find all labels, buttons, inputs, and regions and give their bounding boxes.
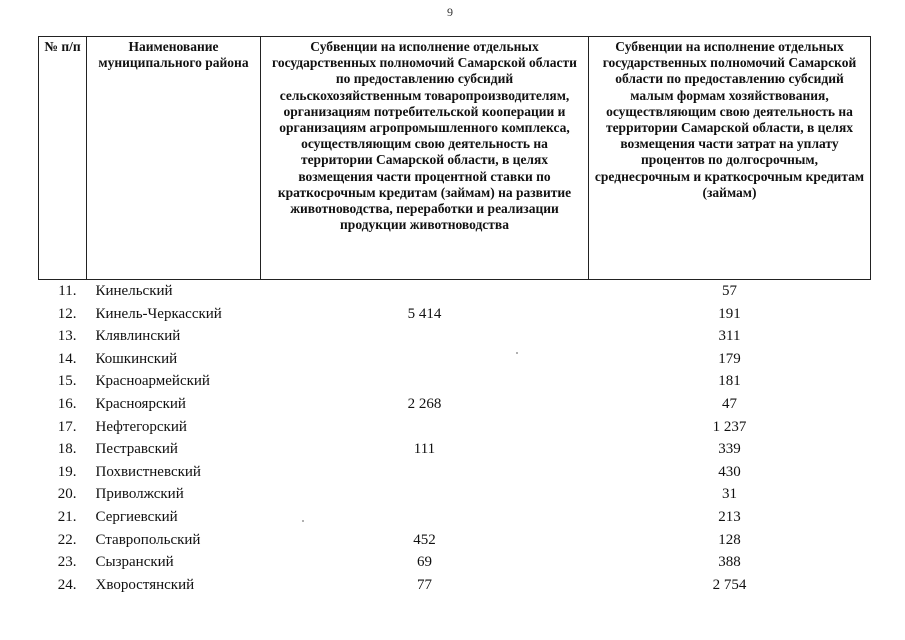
table-row bbox=[39, 416, 871, 439]
subvention-livestock-value: 69 bbox=[417, 554, 432, 571]
subvention-small-business-value: 191 bbox=[718, 305, 741, 322]
table-row bbox=[39, 370, 871, 393]
district-name: Кинельский bbox=[95, 283, 173, 299]
subvention-small-business-value: 181 bbox=[718, 373, 741, 390]
district-name: Сергиевский bbox=[95, 508, 178, 525]
row-number: 22. bbox=[57, 531, 77, 548]
table-row bbox=[39, 529, 871, 552]
subvention-livestock-value: 111 bbox=[413, 441, 436, 458]
subvention-livestock-value bbox=[261, 280, 589, 303]
subvention-small-business-value: 57 bbox=[722, 283, 737, 299]
district-name: Сызранский bbox=[95, 554, 174, 571]
district-name: Клявлинский bbox=[95, 328, 181, 345]
subvention-small-business-value: 430 bbox=[718, 463, 741, 480]
header-district-name: Наименование муниципального района bbox=[87, 37, 261, 280]
subvention-livestock-value bbox=[261, 348, 589, 371]
subvention-livestock-value bbox=[261, 416, 589, 439]
row-number: 23. bbox=[57, 554, 77, 571]
table-row bbox=[39, 303, 871, 326]
table-row bbox=[39, 483, 871, 506]
table-row bbox=[39, 506, 871, 529]
subventions-table bbox=[38, 36, 871, 596]
district-name: Похвистневский bbox=[95, 463, 201, 480]
district-name: Кинель-Черкасский bbox=[95, 305, 222, 322]
subvention-livestock-value: 452 bbox=[413, 531, 436, 548]
subvention-livestock-value bbox=[261, 461, 589, 484]
row-number: 16. bbox=[57, 395, 77, 412]
table-body bbox=[39, 280, 871, 597]
table-row bbox=[39, 461, 871, 484]
district-name: Пестравский bbox=[95, 441, 178, 458]
subvention-livestock-value: 5 414 bbox=[407, 305, 442, 322]
header-subvention-small-business: Субвенции на исполнение отдельных государственных полномочий Самарской области по предоставлению субсидий малым формам хозяйствования, осуществляющим свою деятельность на территории Самарской области, в целях возмещения части затрат на уплату процентов по долгосрочным, среднесрочным и краткосрочным кредитам (займам) bbox=[589, 37, 871, 280]
district-name: Хворостянский bbox=[95, 576, 195, 593]
row-number: 19. bbox=[57, 463, 77, 480]
row-number: 14. bbox=[57, 350, 77, 367]
subvention-small-business-value: 47 bbox=[722, 395, 737, 412]
subvention-small-business-value: 388 bbox=[718, 554, 741, 571]
subvention-livestock-value: 77 bbox=[417, 576, 432, 593]
table-row bbox=[39, 574, 871, 597]
row-number: 17. bbox=[57, 418, 77, 435]
row-number: 13. bbox=[57, 328, 77, 345]
scan-speck bbox=[516, 352, 518, 354]
district-name: Ставропольский bbox=[95, 531, 201, 548]
district-name: Кошкинский bbox=[95, 350, 178, 367]
subvention-livestock-value bbox=[261, 325, 589, 348]
subvention-livestock-value bbox=[261, 483, 589, 506]
subvention-small-business-value: 339 bbox=[718, 441, 741, 458]
table-row bbox=[39, 348, 871, 371]
scan-speck bbox=[302, 520, 304, 522]
row-number: 12. bbox=[57, 305, 77, 322]
subvention-small-business-value: 1 237 bbox=[712, 418, 747, 435]
subvention-small-business-value: 213 bbox=[718, 508, 741, 525]
table-row bbox=[39, 551, 871, 574]
subvention-small-business-value: 311 bbox=[718, 328, 741, 345]
row-number: 15. bbox=[57, 373, 77, 390]
subvention-livestock-value: 2 268 bbox=[407, 395, 442, 412]
district-name: Нефтегорский bbox=[95, 418, 187, 435]
header-subvention-livestock: Субвенции на исполнение отдельных государственных полномочий Самарской области по предоставлению субсидий сельскохозяйственным товаропроизводителям, организациям потребительской кооперации и организациям агропромышленного комплекса, осуществляющим свою деятельность на территории Самарской области, в целях возмещения части процентной ставки по краткосрочным кредитам (займам) на развитие животноводства, переработки и реализации продукции животноводства bbox=[261, 37, 589, 280]
subvention-small-business-value: 2 754 bbox=[712, 576, 747, 593]
table-row bbox=[39, 393, 871, 416]
row-number: 11. bbox=[58, 283, 77, 299]
table-row bbox=[39, 438, 871, 461]
subvention-small-business-value: 31 bbox=[722, 486, 737, 503]
subvention-small-business-value: 179 bbox=[718, 350, 741, 367]
row-number: 24. bbox=[57, 576, 77, 593]
district-name: Красноярский bbox=[95, 395, 186, 412]
header-number: № п/п bbox=[39, 37, 87, 280]
table-header-row bbox=[39, 37, 871, 280]
district-name: Красноармейский bbox=[95, 373, 210, 390]
row-number: 20. bbox=[57, 486, 77, 503]
subvention-livestock-value bbox=[261, 370, 589, 393]
table-row bbox=[39, 325, 871, 348]
table-row bbox=[39, 280, 871, 303]
row-number: 18. bbox=[57, 441, 77, 458]
page-number: 9 bbox=[447, 5, 453, 19]
row-number: 21. bbox=[57, 508, 77, 525]
subvention-livestock-value bbox=[261, 506, 589, 529]
subvention-small-business-value: 128 bbox=[718, 531, 741, 548]
district-name: Приволжский bbox=[95, 486, 184, 503]
